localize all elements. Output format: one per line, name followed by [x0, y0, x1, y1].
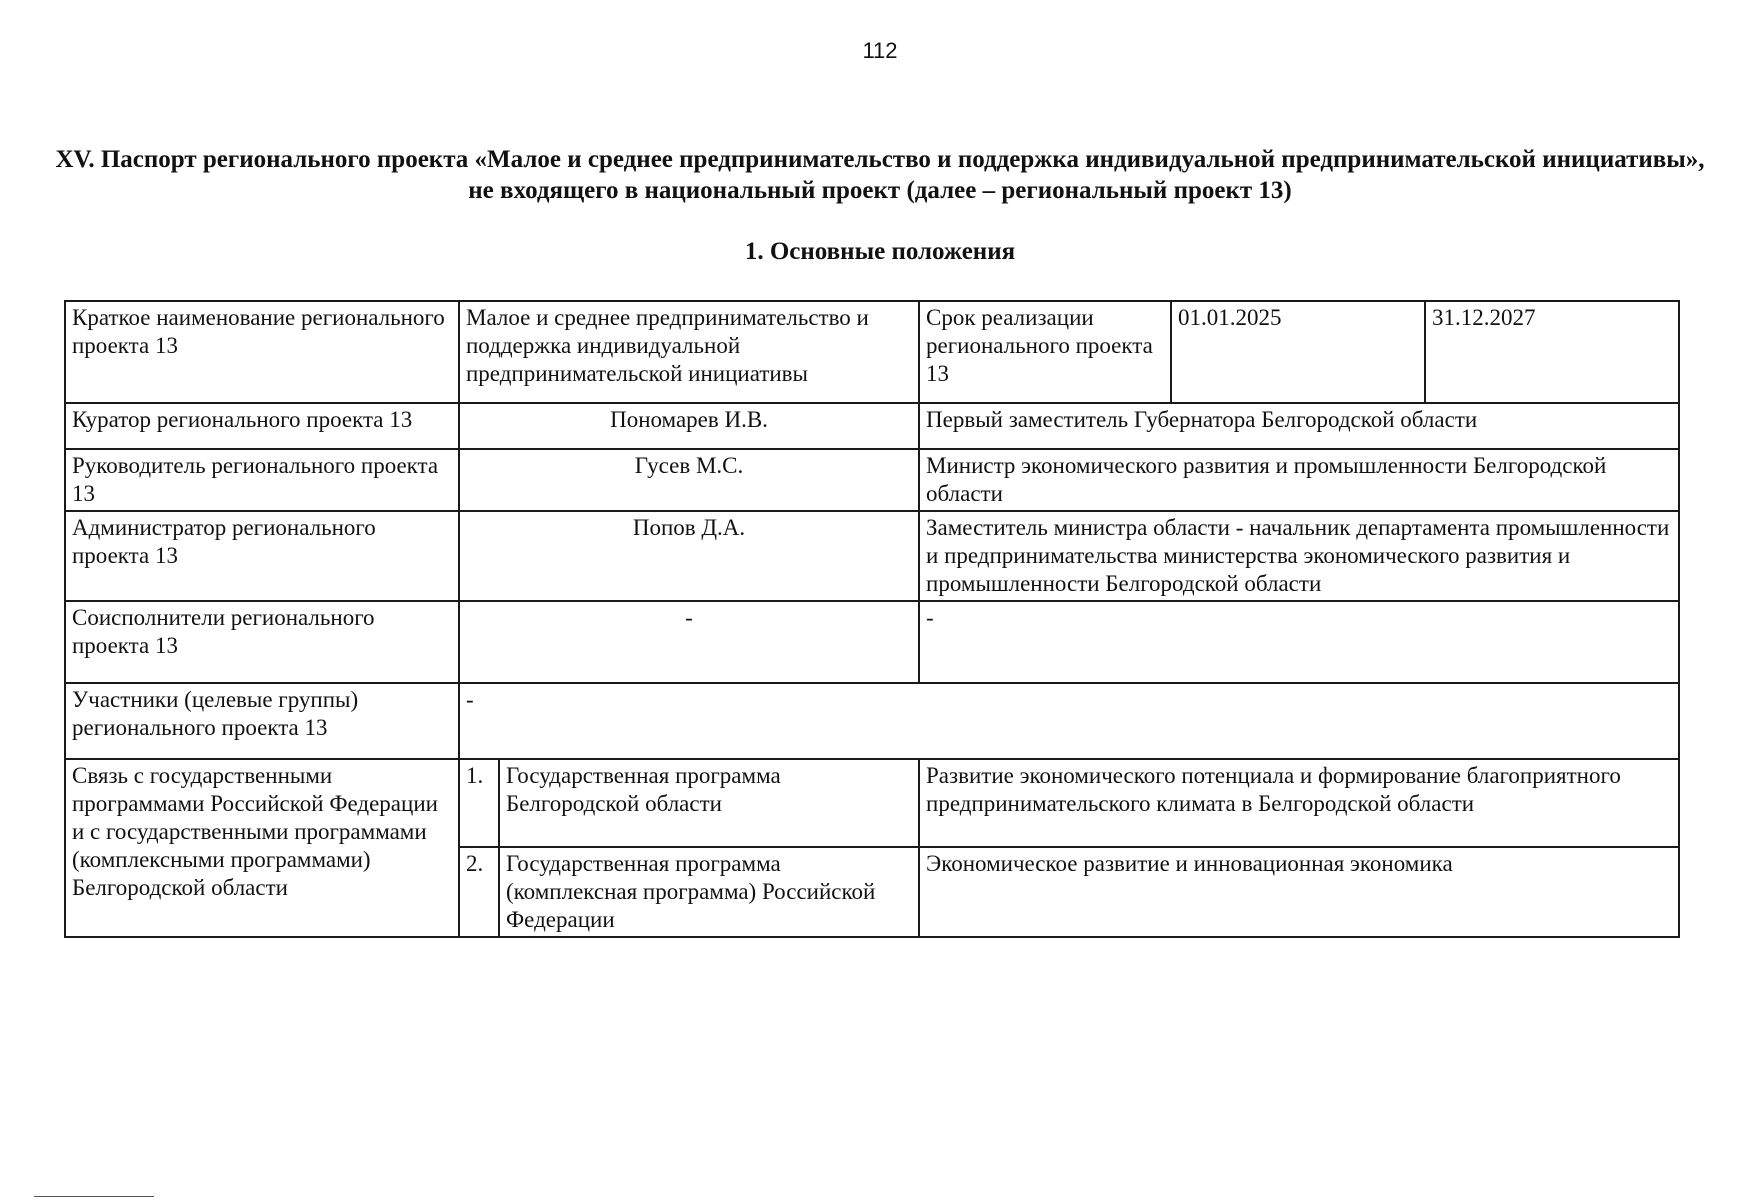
curator-name: Пономарев И.В. — [459, 403, 919, 449]
row-program-link — [65, 759, 1679, 847]
program-name: Развитие экономического потенциала и формирование благоприятного предпринимательского климата в Белгородской области — [919, 759, 1679, 847]
links-label: Связь с государственными программами Российской Федерации и с государственными программами (комплексными программами) Белгородской области — [65, 759, 459, 937]
coexecutors-name: - — [459, 601, 919, 683]
end-date: 31.12.2027 — [1425, 301, 1679, 403]
administrator-name: Попов Д.А. — [459, 511, 919, 601]
head-position: Министр экономического развития и промышленности Белгородской области — [919, 449, 1679, 511]
row-participants — [65, 683, 1679, 759]
document-title: XV. Паспорт регионального проекта «Малое и среднее предпринимательство и поддержка индивидуальной предпринимательской инициативы», не входящего в национальный проект (далее – региональный проект 13) — [55, 146, 1705, 204]
coexecutors-position: - — [919, 601, 1679, 683]
program-number: 2. — [459, 847, 499, 937]
page-number: 112 — [862, 38, 898, 63]
row-coexecutors — [65, 601, 1679, 683]
short-name-label: Краткое наименование регионального проекта 13 — [65, 301, 459, 403]
scan-edge-mark — [34, 1196, 154, 1197]
participants-label: Участники (целевые группы) регионального проекта 13 — [65, 683, 459, 759]
program-number: 1. — [459, 759, 499, 847]
row-curator — [65, 403, 1679, 449]
row-head — [65, 449, 1679, 511]
program-name: Экономическое развитие и инновационная экономика — [919, 847, 1679, 937]
section-title: 1. Основные положения — [744, 238, 1016, 265]
program-type: Государственная программа (комплексная программа) Российской Федерации — [499, 847, 919, 937]
curator-position: Первый заместитель Губернатора Белгородской области — [919, 403, 1679, 449]
project-passport-table — [64, 300, 1680, 938]
short-name-value: Малое и среднее предпринимательство и поддержка индивидуальной предпринимательской инициативы — [459, 301, 919, 403]
curator-label: Куратор регионального проекта 13 — [65, 403, 459, 449]
head-name: Гусев М.С. — [459, 449, 919, 511]
program-type: Государственная программа Белгородской области — [499, 759, 919, 847]
administrator-position: Заместитель министра области - начальник департамента промышленности и предпринимательства министерства экономического развития и промышленности Белгородской области — [919, 511, 1679, 601]
row-short-name — [65, 301, 1679, 403]
coexecutors-label: Соисполнители регионального проекта 13 — [65, 601, 459, 683]
start-date: 01.01.2025 — [1171, 301, 1425, 403]
row-administrator — [65, 511, 1679, 601]
term-label: Срок реализации регионального проекта 13 — [919, 301, 1171, 403]
administrator-label: Администратор регионального проекта 13 — [65, 511, 459, 601]
participants-value: - — [459, 683, 1679, 759]
head-label: Руководитель регионального проекта 13 — [65, 449, 459, 511]
